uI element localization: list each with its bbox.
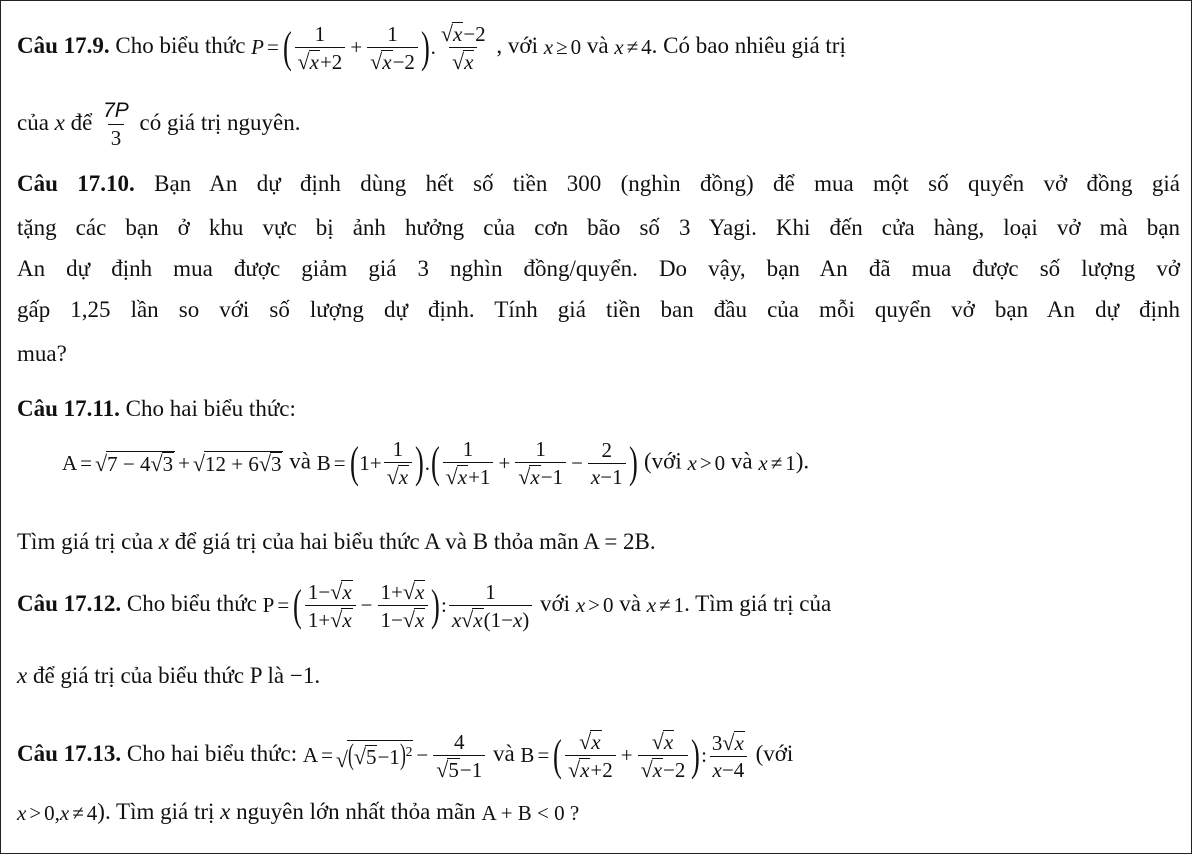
- q4-line2b: là: [267, 663, 285, 688]
- q1-intro: Cho biểu thức: [115, 32, 246, 58]
- q1-line2c: có giá trị nguyên.: [139, 109, 301, 135]
- q1-ask: . Có bao nhiêu giá trị: [651, 32, 846, 58]
- q1-line2: của x để $\frac{7P}{3}$ có giá trị nguyên.: [17, 99, 301, 151]
- q4-ask: . Tìm giá trị của: [684, 590, 832, 616]
- q3-line1: [17, 397, 1180, 420]
- q5-line1: [17, 730, 1180, 781]
- q1-line1: Câu 17.9. Cho biểu thức P = ( 1 √ x +2 + 1 √ x −2 ) . √ x −2 √ x , với x ≥ 0 và x ≠ 4. Có bao nhiêu giá trị: [17, 21, 846, 75]
- q3-ask-a: Tìm giá trị của: [17, 529, 154, 554]
- q3-and: và: [289, 448, 311, 474]
- q3-formula-a: A = √ 7 − 4 √ 3 + √ 12 + 6 √ 3: [62, 450, 282, 477]
- q4-label: Câu 17.12.: [17, 590, 122, 616]
- q5-line2-text: ). Tìm giá trị: [97, 799, 215, 824]
- q2-line2: tặng các bạn ở khu vực bị ảnh hưởng của cơn bão số 3 Yagi. Khi đến cửa hàng, loại vở mà bạn: [17, 215, 1180, 240]
- q4-intro: Cho biểu thức: [126, 590, 257, 616]
- q5-line2b: nguyên lớn nhất thỏa mãn: [236, 799, 476, 824]
- q4-line2a: để giá trị của biểu thức: [32, 663, 245, 688]
- q3-ask-line: Tìm giá trị của x để giá trị của hai biểu thức A và B thỏa mãn A = 2B.: [17, 529, 656, 554]
- q1-line2a: của: [17, 109, 49, 135]
- q5-intro: Cho hai biểu thức:: [126, 740, 298, 766]
- q1-and: và: [586, 32, 609, 58]
- q3-formula-line: A = √ 7 − 4 √ 3 + √ 12 + 6 √ 3 và B = ( 1+ 1 √ x ) . ( 1 √ x +1 + 1 √ x −1 − $\frac{2}{x-1}$ ) (với x > 0 và x ≠ 1).: [62, 437, 810, 490]
- q3-ask-eq: A = 2B.: [583, 529, 656, 554]
- q5-label: Câu 17.13.: [17, 740, 122, 766]
- q3-cond-and: và: [730, 448, 753, 474]
- q1-cond: , với: [496, 32, 538, 58]
- q2-label: Câu 17.10.: [17, 171, 135, 196]
- q2-line1: [17, 172, 1180, 195]
- q5-formula-b: B = ( √ x √ x +2 + √ x √ x −2 ) : 3 √ x x−4: [520, 730, 749, 781]
- q2-line4: gấp 1,25 lần so với số lượng dự định. Tính giá tiền ban đầu của mỗi quyển vở bạn An dự định: [17, 297, 1180, 322]
- q3-ask-b: để giá trị của hai biểu thức A và B thỏa mãn: [174, 529, 579, 554]
- q4-line2: x để giá trị của biểu thức P là −1.: [17, 663, 321, 688]
- q5-formula-a: A = √ ( √ 5 −1)$^2$ − 4 √ 5 −1: [303, 731, 487, 781]
- q3-formula-b: B = ( 1+ 1 √ x ) . ( 1 √ x +1 + 1 √ x −1 − $\frac{2}{x-1}$ ): [316, 437, 638, 490]
- q3-label: Câu 17.11.: [17, 396, 120, 421]
- q1-label: Câu 17.9.: [17, 32, 110, 58]
- q5-line2: x > 0, x ≠ 4). Tìm giá trị x nguyên lớn nhất thỏa mãn A + B < 0 ?: [17, 799, 580, 826]
- q1-line2b: để: [70, 109, 93, 135]
- q4-line1: Câu 17.12. Cho biểu thức P = ( 1− √ x 1+ √ x − 1+ √ x 1− √ x ) : 1 x √ x (1−x) với x > 0 và x ≠ 1. Tìm giá trị của: [17, 579, 832, 633]
- q4-and: và: [619, 590, 641, 616]
- q1-formula-p: P = ( 1 √ x +2 + 1 √ x −2 ) . √ x −2 √ x: [251, 21, 486, 75]
- q4-formula-p: P = ( 1− √ x 1+ √ x − 1+ √ x 1− √ x ) : 1 x √ x (1−x): [263, 580, 535, 631]
- q2-line3: An dự định mua được giảm giá 3 nghìn đồng/quyển. Do vậy, bạn An đã mua được số lượng vở: [17, 256, 1180, 281]
- q5-cond-open: (với: [755, 740, 794, 766]
- q3-intro: Cho hai biểu thức:: [125, 396, 296, 421]
- q2-line5: mua?: [17, 341, 67, 366]
- q2-line1-text: Bạn An dự định dùng hết số tiền 300 (nghìn đồng) để mua một số quyển vở đồng giá: [154, 171, 1180, 196]
- q5-ineq: A + B < 0 ?: [481, 801, 580, 826]
- q4-value: −1.: [289, 663, 321, 688]
- q4-cond: với: [540, 590, 571, 616]
- q5-and: và: [492, 740, 515, 766]
- q3-cond: (với: [644, 448, 682, 474]
- q3-close: ).: [795, 448, 810, 474]
